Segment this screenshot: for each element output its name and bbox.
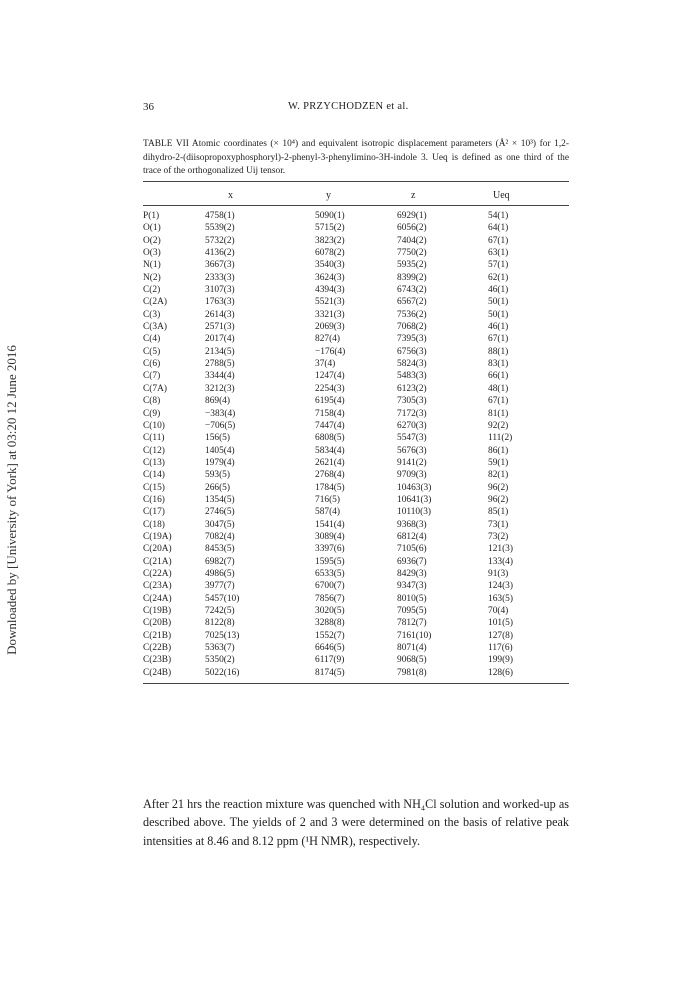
table-row: [143, 247, 569, 259]
table-cell-y: 4394(3): [315, 285, 345, 296]
table-cell-z: 5547(3): [397, 433, 427, 444]
table-row: [143, 667, 569, 679]
table-cell-atom: C(24B): [143, 667, 172, 678]
table-cell-atom: C(21A): [143, 556, 172, 567]
table-cell-y: 5715(2): [315, 223, 345, 234]
table-cell-atom: C(24A): [143, 593, 172, 604]
table-cell-x: 3047(5): [205, 519, 235, 530]
table-cell-x: 7082(4): [205, 531, 235, 542]
table-cell-y: 587(4): [315, 507, 340, 518]
table-cell-x: 7242(5): [205, 606, 235, 616]
table-caption: TABLE VII Atomic coordinates (× 10⁴) and equivalent isotropic displacement parameters (Å² × 10³) for 1,2-dihydro-2-(diisopropoxyphosphoryl)-2-phenyl-3-phenylimino-3H-indole 3. Ueq is defined as one third of the trace of the orthogonalized Uij tensor.: [143, 139, 569, 176]
table-row: [143, 272, 569, 284]
table-cell-y: 6646(5): [315, 643, 345, 654]
table-cell-z: 9347(3): [397, 581, 427, 592]
table-cell-atom: C(14): [143, 470, 165, 481]
table-row: [143, 543, 569, 555]
table-cell-y: 3823(2): [315, 235, 345, 246]
table-row: [143, 222, 569, 234]
table-header-y: y: [326, 190, 331, 201]
table-cell-y: 3089(4): [315, 531, 345, 542]
table-cell-y: 5521(3): [315, 297, 345, 308]
table-cell-x: 8453(5): [205, 544, 235, 555]
body-paragraph: After 21 hrs the reaction mixture was quenched with NH₄Cl solution and worked-up as described above. The yields of 2 and 3 were determined on the basis of relative peak intensities at 8.46 and 8.12 ppm (¹H NMR), respectively.: [143, 797, 569, 848]
table-cell-x: 2614(3): [205, 309, 235, 320]
table-cell-x: 869(4): [205, 396, 230, 407]
table-cell-ueq: 70(4): [488, 606, 509, 616]
table-cell-y: 5090(1): [315, 211, 345, 221]
table-row: [143, 469, 569, 481]
table-cell-y: 6808(5): [315, 433, 345, 444]
table-cell-x: 8122(8): [205, 618, 235, 629]
table-cell-x: 5539(2): [205, 223, 235, 234]
table-cell-y: 2621(4): [315, 457, 345, 468]
table-row: [143, 457, 569, 469]
table-row: [143, 235, 569, 247]
table-cell-z: 8071(4): [397, 643, 427, 654]
table-row: [143, 408, 569, 420]
table-cell-atom: O(1): [143, 223, 161, 234]
table-row: [143, 556, 569, 568]
table-row: [143, 482, 569, 494]
download-watermark: [0, 260, 24, 740]
table-cell-ueq: 92(2): [488, 420, 509, 431]
table-cell-atom: P(1): [143, 211, 160, 221]
table-cell-y: 1541(4): [315, 519, 345, 530]
table-cell-atom: C(23A): [143, 581, 172, 592]
table-cell-y: 3397(6): [315, 544, 345, 555]
table-row: [143, 605, 569, 617]
table-cell-ueq: 86(1): [488, 445, 509, 456]
table-cell-atom: C(2): [143, 285, 161, 296]
table-header-x: x: [228, 190, 233, 201]
table-cell-x: 3212(3): [205, 383, 235, 394]
table-cell-z: 6567(2): [397, 297, 427, 308]
table-cell-y: −176(4): [315, 346, 346, 357]
table-cell-ueq: 46(1): [488, 322, 509, 333]
table-row: [143, 346, 569, 358]
table-cell-x: 1763(3): [205, 297, 235, 308]
table-cell-x: 5732(2): [205, 235, 235, 246]
table-cell-y: 7158(4): [315, 408, 345, 419]
table-cell-y: 1247(4): [315, 371, 345, 382]
table-row: [143, 333, 569, 345]
table-cell-ueq: 59(1): [488, 457, 509, 468]
table-row: [143, 445, 569, 457]
table-cell-ueq: 133(4): [488, 556, 513, 567]
table-cell-ueq: 83(1): [488, 359, 509, 370]
table-cell-y: 3540(3): [315, 260, 345, 271]
table-cell-ueq: 50(1): [488, 309, 509, 320]
table-cell-z: 7750(2): [397, 248, 427, 259]
table-cell-z: 8010(5): [397, 593, 427, 604]
table-row: [143, 654, 569, 666]
table-bottom-rule: [143, 683, 569, 684]
table-cell-atom: C(3A): [143, 322, 167, 333]
table-cell-ueq: 91(3): [488, 568, 509, 579]
table-cell-atom: C(20A): [143, 544, 172, 555]
table-header-row: [143, 190, 569, 203]
table-cell-x: 3977(7): [205, 581, 235, 592]
table-cell-x: 2746(5): [205, 507, 235, 518]
table-cell-ueq: 46(1): [488, 285, 509, 296]
table-cell-z: 7105(6): [397, 544, 427, 555]
table-cell-ueq: 64(1): [488, 223, 509, 234]
table-cell-z: 7981(8): [397, 667, 427, 678]
table-cell-ueq: 50(1): [488, 297, 509, 308]
table-cell-x: 4758(1): [205, 211, 235, 221]
table-cell-y: 6195(4): [315, 396, 345, 407]
table-cell-y: 6700(7): [315, 581, 345, 592]
table-cell-atom: C(7A): [143, 383, 167, 394]
table-cell-x: 3667(3): [205, 260, 235, 271]
table-row: [143, 494, 569, 506]
table-cell-atom: C(3): [143, 309, 161, 320]
table-cell-ueq: 96(2): [488, 482, 509, 493]
table-row: [143, 370, 569, 382]
table-cell-z: 6056(2): [397, 223, 427, 234]
table-cell-z: 5483(3): [397, 371, 427, 382]
table-cell-atom: C(23B): [143, 655, 172, 666]
table-cell-x: 5457(10): [205, 593, 240, 604]
table-cell-y: 7447(4): [315, 420, 345, 431]
table-cell-z: 6123(2): [397, 383, 427, 394]
table-cell-atom: N(2): [143, 272, 161, 283]
table-cell-atom: C(8): [143, 396, 161, 407]
table-cell-ueq: 128(6): [488, 667, 513, 678]
table-cell-z: 6743(2): [397, 285, 427, 296]
table-cell-y: 716(5): [315, 494, 340, 505]
table-cell-x: 2788(5): [205, 359, 235, 370]
table-cell-ueq: 88(1): [488, 346, 509, 357]
table-row: [143, 383, 569, 395]
table-cell-ueq: 82(1): [488, 470, 509, 481]
table-cell-ueq: 85(1): [488, 507, 509, 518]
table-cell-atom: C(11): [143, 433, 165, 444]
table-cell-z: 8399(2): [397, 272, 427, 283]
table-cell-atom: C(2A): [143, 297, 167, 308]
table-cell-z: 7161(10): [397, 630, 432, 641]
table-row: [143, 395, 569, 407]
table-cell-x: 4986(5): [205, 568, 235, 579]
table-cell-atom: C(19B): [143, 606, 172, 616]
table-row: [143, 358, 569, 370]
table-cell-atom: C(17): [143, 507, 165, 518]
table-cell-z: 5824(3): [397, 359, 427, 370]
table-cell-x: 1354(5): [205, 494, 235, 505]
table-cell-z: 7536(2): [397, 309, 427, 320]
table-row: [143, 210, 569, 222]
table-row: [143, 519, 569, 531]
table-cell-ueq: 57(1): [488, 260, 509, 271]
table-cell-x: 2333(3): [205, 272, 235, 283]
table-cell-x: 1405(4): [205, 445, 235, 456]
table-cell-ueq: 48(1): [488, 383, 509, 394]
table-cell-x: 156(5): [205, 433, 230, 444]
table-cell-z: 6936(7): [397, 556, 427, 567]
table-row: [143, 284, 569, 296]
table-cell-atom: C(9): [143, 408, 161, 419]
table-cell-ueq: 101(5): [488, 618, 513, 629]
table-cell-y: 3624(3): [315, 272, 345, 283]
table-row: [143, 568, 569, 580]
table-cell-x: 4136(2): [205, 248, 235, 259]
table-cell-z: 5676(3): [397, 445, 427, 456]
running-head: W. PRZYCHODZEN et al.: [288, 101, 409, 112]
table-header-z: z: [411, 190, 416, 201]
table-cell-x: −383(4): [205, 408, 236, 419]
table-header-ueq: Ueq: [493, 190, 510, 201]
table-cell-z: 6929(1): [397, 211, 427, 221]
table-cell-y: 3321(3): [315, 309, 345, 320]
table-cell-x: 2134(5): [205, 346, 235, 357]
table-cell-y: 3288(8): [315, 618, 345, 629]
table-cell-ueq: 96(2): [488, 494, 509, 505]
table-cell-atom: C(22B): [143, 643, 172, 654]
download-watermark-text: Downloaded by [University of York] at 03:20 12 June 2016: [4, 345, 19, 655]
table-row: [143, 580, 569, 592]
table-cell-z: 10463(3): [397, 482, 432, 493]
table-cell-z: 7404(2): [397, 235, 427, 246]
table-row: [143, 506, 569, 518]
table-cell-atom: N(1): [143, 260, 161, 271]
table-cell-z: 6812(4): [397, 531, 427, 542]
table-cell-ueq: 81(1): [488, 408, 509, 419]
table-cell-atom: C(18): [143, 519, 165, 530]
table-cell-z: 9068(5): [397, 655, 427, 666]
table-cell-ueq: 67(1): [488, 396, 509, 407]
table-cell-atom: C(19A): [143, 531, 172, 542]
table-cell-ueq: 73(2): [488, 531, 509, 542]
table-cell-atom: C(21B): [143, 630, 172, 641]
table-cell-atom: C(4): [143, 334, 161, 345]
table-cell-y: 2254(3): [315, 383, 345, 394]
table-cell-x: 3107(3): [205, 285, 235, 296]
table-cell-x: 6982(7): [205, 556, 235, 567]
table-cell-atom: C(22A): [143, 568, 172, 579]
table-cell-x: 2017(4): [205, 334, 235, 345]
table-cell-ueq: 54(1): [488, 211, 509, 221]
table-cell-ueq: 111(2): [488, 433, 513, 444]
table-cell-z: 9368(3): [397, 519, 427, 530]
table-cell-atom: C(10): [143, 420, 165, 431]
table-cell-x: 266(5): [205, 482, 230, 493]
table-cell-y: 8174(5): [315, 667, 345, 678]
table-row: [143, 420, 569, 432]
table-cell-ueq: 73(1): [488, 519, 509, 530]
table-cell-y: 3020(5): [315, 606, 345, 616]
table-cell-z: 10110(3): [397, 507, 432, 518]
table-cell-atom: O(2): [143, 235, 161, 246]
table-cell-y: 2069(3): [315, 322, 345, 333]
table-cell-z: 6756(3): [397, 346, 427, 357]
table-cell-atom: C(13): [143, 457, 165, 468]
table-top-rule: [143, 181, 569, 182]
table-cell-z: 7305(3): [397, 396, 427, 407]
table-cell-ueq: 117(6): [488, 643, 513, 654]
table-cell-ueq: 199(9): [488, 655, 513, 666]
table-cell-y: 6117(9): [315, 655, 345, 666]
table-cell-x: 593(5): [205, 470, 230, 481]
table-cell-y: 7856(7): [315, 593, 345, 604]
table-cell-y: 1595(5): [315, 556, 345, 567]
table-row: [143, 321, 569, 333]
table-cell-z: 7172(3): [397, 408, 427, 419]
table-row: [143, 309, 569, 321]
table-cell-x: 5350(2): [205, 655, 235, 666]
table-body: [143, 210, 569, 679]
table-cell-y: 6533(5): [315, 568, 345, 579]
table-cell-ueq: 124(3): [488, 581, 513, 592]
table-cell-y: 2768(4): [315, 470, 345, 481]
table-cell-z: 7812(7): [397, 618, 427, 629]
table-cell-z: 9709(3): [397, 470, 427, 481]
table-cell-x: 2571(3): [205, 322, 235, 333]
table-cell-ueq: 66(1): [488, 371, 509, 382]
table-cell-ueq: 63(1): [488, 248, 509, 259]
table-cell-y: 37(4): [315, 359, 336, 370]
table-cell-z: 6270(3): [397, 420, 427, 431]
table-header-rule: [143, 205, 569, 206]
table-row: [143, 642, 569, 654]
table-row: [143, 531, 569, 543]
table-cell-atom: C(15): [143, 482, 165, 493]
table-cell-z: 8429(3): [397, 568, 427, 579]
table-cell-z: 7095(5): [397, 606, 427, 616]
table-cell-y: 5834(4): [315, 445, 345, 456]
table-cell-atom: C(12): [143, 445, 165, 456]
table-cell-ueq: 67(1): [488, 334, 509, 345]
table-cell-x: 3344(4): [205, 371, 235, 382]
table-cell-x: 1979(4): [205, 457, 235, 468]
table-row: [143, 259, 569, 271]
table-cell-ueq: 163(5): [488, 593, 513, 604]
table-cell-z: 9141(2): [397, 457, 427, 468]
table-cell-atom: C(6): [143, 359, 161, 370]
table-cell-x: 5022(16): [205, 667, 240, 678]
table-cell-atom: C(5): [143, 346, 161, 357]
table-cell-y: 827(4): [315, 334, 340, 345]
page-number: 36: [143, 101, 154, 113]
table-cell-z: 7395(3): [397, 334, 427, 345]
table-cell-atom: C(7): [143, 371, 161, 382]
table-row: [143, 617, 569, 629]
table-row: [143, 630, 569, 642]
table-cell-ueq: 62(1): [488, 272, 509, 283]
table-row: [143, 593, 569, 605]
table-cell-atom: O(3): [143, 248, 161, 259]
table-cell-x: −706(5): [205, 420, 236, 431]
table-cell-ueq: 127(8): [488, 630, 513, 641]
table-cell-ueq: 67(1): [488, 235, 509, 246]
table-cell-ueq: 121(3): [488, 544, 513, 555]
table-cell-atom: C(20B): [143, 618, 172, 629]
table-cell-y: 1784(5): [315, 482, 345, 493]
table-cell-atom: C(16): [143, 494, 165, 505]
table-cell-y: 6078(2): [315, 248, 345, 259]
table-cell-z: 7068(2): [397, 322, 427, 333]
table-cell-y: 1552(7): [315, 630, 345, 641]
table-row: [143, 296, 569, 308]
table-cell-x: 7025(13): [205, 630, 240, 641]
table-cell-z: 5935(2): [397, 260, 427, 271]
table-cell-z: 10641(3): [397, 494, 432, 505]
table-cell-x: 5363(7): [205, 643, 235, 654]
table-row: [143, 432, 569, 444]
